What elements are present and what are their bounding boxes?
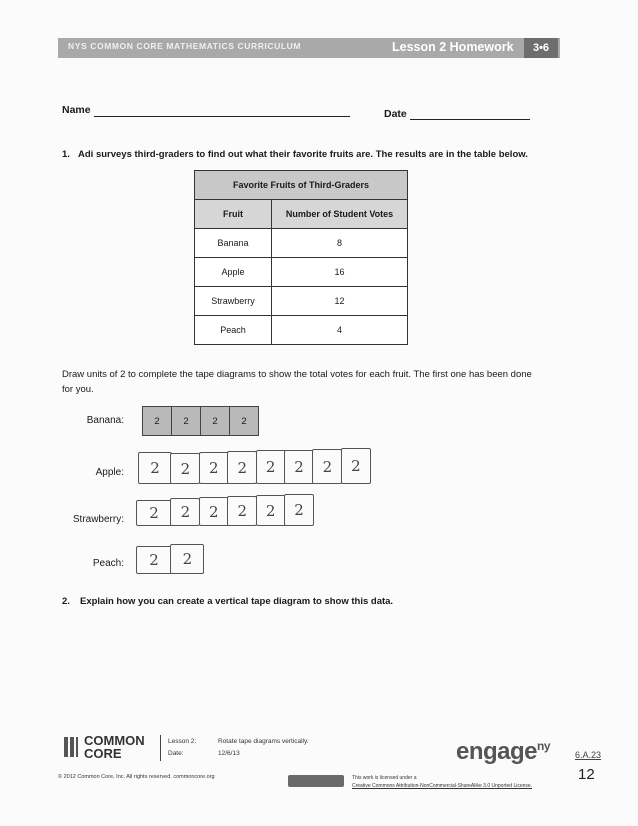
curriculum-title: NYS COMMON CORE MATHEMATICS CURRICULUM xyxy=(68,41,302,51)
footer-lesson-value: Rotate tape diagrams vertically. xyxy=(218,738,309,745)
tape-unit: 2 xyxy=(256,450,286,484)
tape-unit: 2 xyxy=(256,495,286,526)
tape-unit: 2 xyxy=(312,449,342,484)
question2-text: Explain how you can create a vertical tape diagram to show this data. xyxy=(80,596,394,607)
table-cell-fruit: Strawberry xyxy=(195,287,272,316)
table-cell-votes: 16 xyxy=(272,258,408,287)
table-cell-votes: 8 xyxy=(272,229,408,258)
tape-unit: 2 xyxy=(136,500,172,526)
peach-tape-diagram xyxy=(136,544,216,574)
tape-unit: 2 xyxy=(172,407,201,435)
banana-label: Banana: xyxy=(86,415,124,426)
license-text: This work is licensed under a xyxy=(352,775,417,781)
footer-lesson-key: Lesson 2: xyxy=(168,738,197,745)
engageny-logo xyxy=(456,738,550,766)
table-cell-votes: 4 xyxy=(272,316,408,345)
table-header-votes: Number of Student Votes xyxy=(272,200,408,229)
name-label: Name xyxy=(62,104,91,116)
strawberry-label: Strawberry: xyxy=(72,514,124,525)
tape-unit: 2 xyxy=(199,497,229,526)
brand-line-1: COMMON xyxy=(84,733,145,748)
common-core-logo xyxy=(64,737,78,757)
tape-unit: 2 xyxy=(170,453,200,484)
name-line[interactable] xyxy=(94,116,350,117)
question1-number: 1. xyxy=(62,149,70,160)
question1-text: Adi surveys third-graders to find out what their favorite fruits are. The results are in the table below. xyxy=(78,149,528,160)
tape-unit: 2 xyxy=(170,544,204,574)
page-number: 12 xyxy=(578,766,595,783)
common-core-wordmark xyxy=(84,734,145,760)
footer-date-key: Date: xyxy=(168,750,184,757)
tape-instruction: Draw units of 2 to complete the tape diagrams to show the total votes for each fruit. The first one has been done for you. xyxy=(62,369,532,395)
module-badge: 3•6 xyxy=(524,38,558,58)
apple-tape-diagram xyxy=(138,448,388,484)
table-cell-fruit: Apple xyxy=(195,258,272,287)
standard-code: 6.A.23 xyxy=(575,750,602,760)
brand-line-2: CORE xyxy=(84,746,122,761)
tape-unit: 2 xyxy=(201,407,230,435)
tape-unit: 2 xyxy=(227,451,257,484)
table-row xyxy=(195,229,408,258)
footer-copyright: © 2012 Common Core, Inc. All rights reserved. commoncore.org xyxy=(58,774,215,780)
peach-label: Peach: xyxy=(92,558,124,569)
license-link[interactable]: Creative Commons Attribution-NonCommercial-ShareAlike 3.0 Unported License. xyxy=(352,783,533,789)
tape-unit: 2 xyxy=(138,452,172,484)
apple-label: Apple: xyxy=(95,467,124,478)
tape-unit: 2 xyxy=(227,496,257,526)
table-header-fruit: Fruit xyxy=(195,200,272,229)
tape-unit: 2 xyxy=(341,448,371,484)
tape-unit: 2 xyxy=(284,450,314,484)
table-cell-votes: 12 xyxy=(272,287,408,316)
question2-number: 2. xyxy=(62,596,70,607)
table-cell-fruit: Peach xyxy=(195,316,272,345)
table-row xyxy=(195,316,408,345)
footer-date-value: 12/6/13 xyxy=(218,750,240,757)
date-line[interactable] xyxy=(410,119,530,120)
footer-divider xyxy=(160,735,161,761)
table-row xyxy=(195,287,408,316)
tape-unit: 2 xyxy=(199,452,229,484)
table-title: Favorite Fruits of Third-Graders xyxy=(195,171,408,200)
date-label: Date xyxy=(384,108,407,120)
tape-unit: 2 xyxy=(136,546,172,574)
table-cell-fruit: Banana xyxy=(195,229,272,258)
tape-unit: 2 xyxy=(143,407,172,435)
engage-sup: ny xyxy=(537,739,551,753)
table-row xyxy=(195,258,408,287)
tape-unit: 2 xyxy=(284,494,314,526)
creative-commons-badge xyxy=(288,775,344,787)
engage-word: engage xyxy=(456,738,538,765)
lesson-title: Lesson 2 Homework xyxy=(392,40,514,54)
fruit-votes-table xyxy=(194,170,408,345)
banana-tape-diagram xyxy=(142,406,259,436)
tape-unit: 2 xyxy=(170,498,200,526)
strawberry-tape-diagram xyxy=(136,494,336,526)
tape-unit: 2 xyxy=(241,415,247,427)
